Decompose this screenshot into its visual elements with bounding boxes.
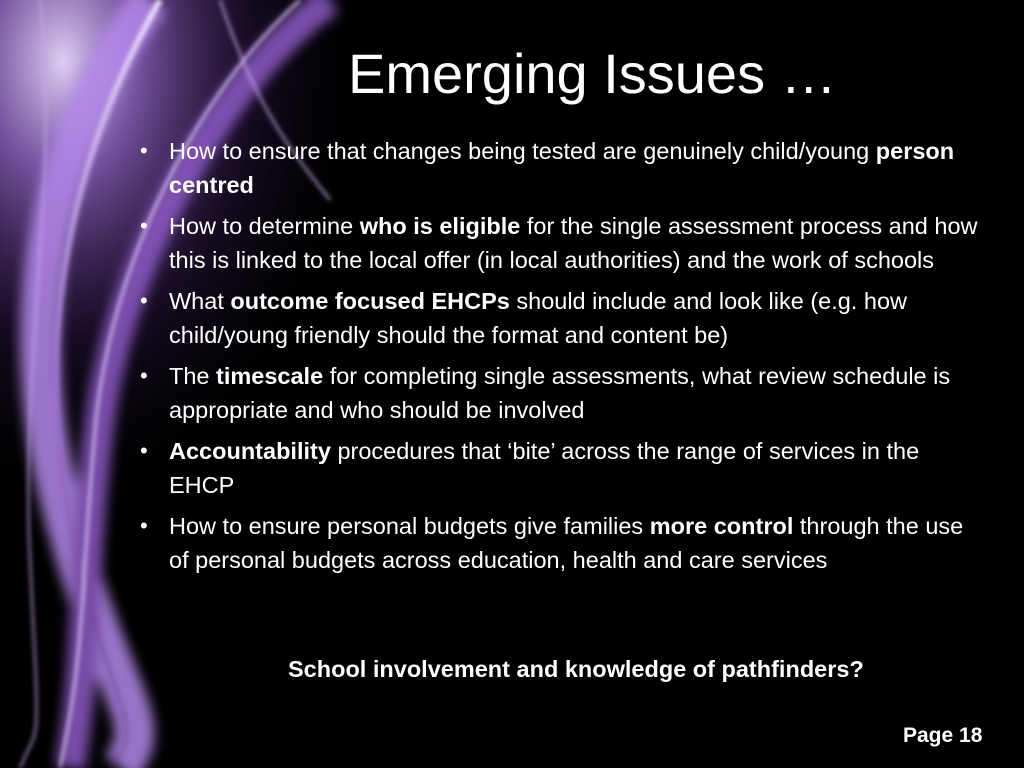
bullet-text: for the single assessment process and how this is linked to the local offer (in local authorities) and the work of schools (169, 213, 978, 273)
bullet-icon: • (140, 513, 148, 538)
bullet-text: should include and look like (e.g. how child/young friendly should the format and content be) (169, 288, 907, 348)
page-number: Page 18 (903, 724, 983, 747)
bullet-emphasis: outcome focused EHCPs (230, 288, 510, 314)
bullet-item (140, 134, 980, 202)
bullet-text: How to determine (169, 213, 360, 239)
bullet-item (140, 209, 980, 277)
bullet-emphasis: more control (649, 513, 794, 539)
bullet-item (140, 359, 980, 427)
bullet-item (140, 434, 980, 502)
bullet-text: through the use of personal budgets across education, health and care services (169, 513, 964, 573)
bullet-text: How to ensure personal budgets give families (169, 513, 650, 539)
bullet-icon: • (140, 438, 148, 463)
bullet-icon: • (140, 138, 148, 163)
bullet-emphasis: timescale (216, 363, 324, 389)
bullet-text: What (169, 288, 231, 314)
bullet-icon: • (140, 288, 148, 313)
bullet-text: procedures that ‘bite’ across the range of services in the EHCP (169, 438, 920, 498)
bullet-icon: • (140, 363, 148, 388)
bullet-item (140, 509, 980, 577)
closing-question: School involvement and knowledge of pathfinders? (288, 656, 864, 682)
slide-title: Emerging Issues … (348, 42, 837, 105)
bullet-emphasis: person centred (169, 138, 955, 198)
bullet-icon: • (140, 213, 148, 238)
bullet-emphasis: Accountability (169, 438, 331, 464)
bullet-text: for completing single assessments, what review schedule is appropriate and who should be involved (169, 363, 951, 423)
bullet-emphasis: who is eligible (359, 213, 521, 239)
bullet-text: How to ensure that changes being tested are genuinely child/young (169, 138, 876, 164)
bullet-item (140, 284, 980, 352)
bullet-list (140, 134, 980, 584)
bullet-text: The (169, 363, 217, 389)
